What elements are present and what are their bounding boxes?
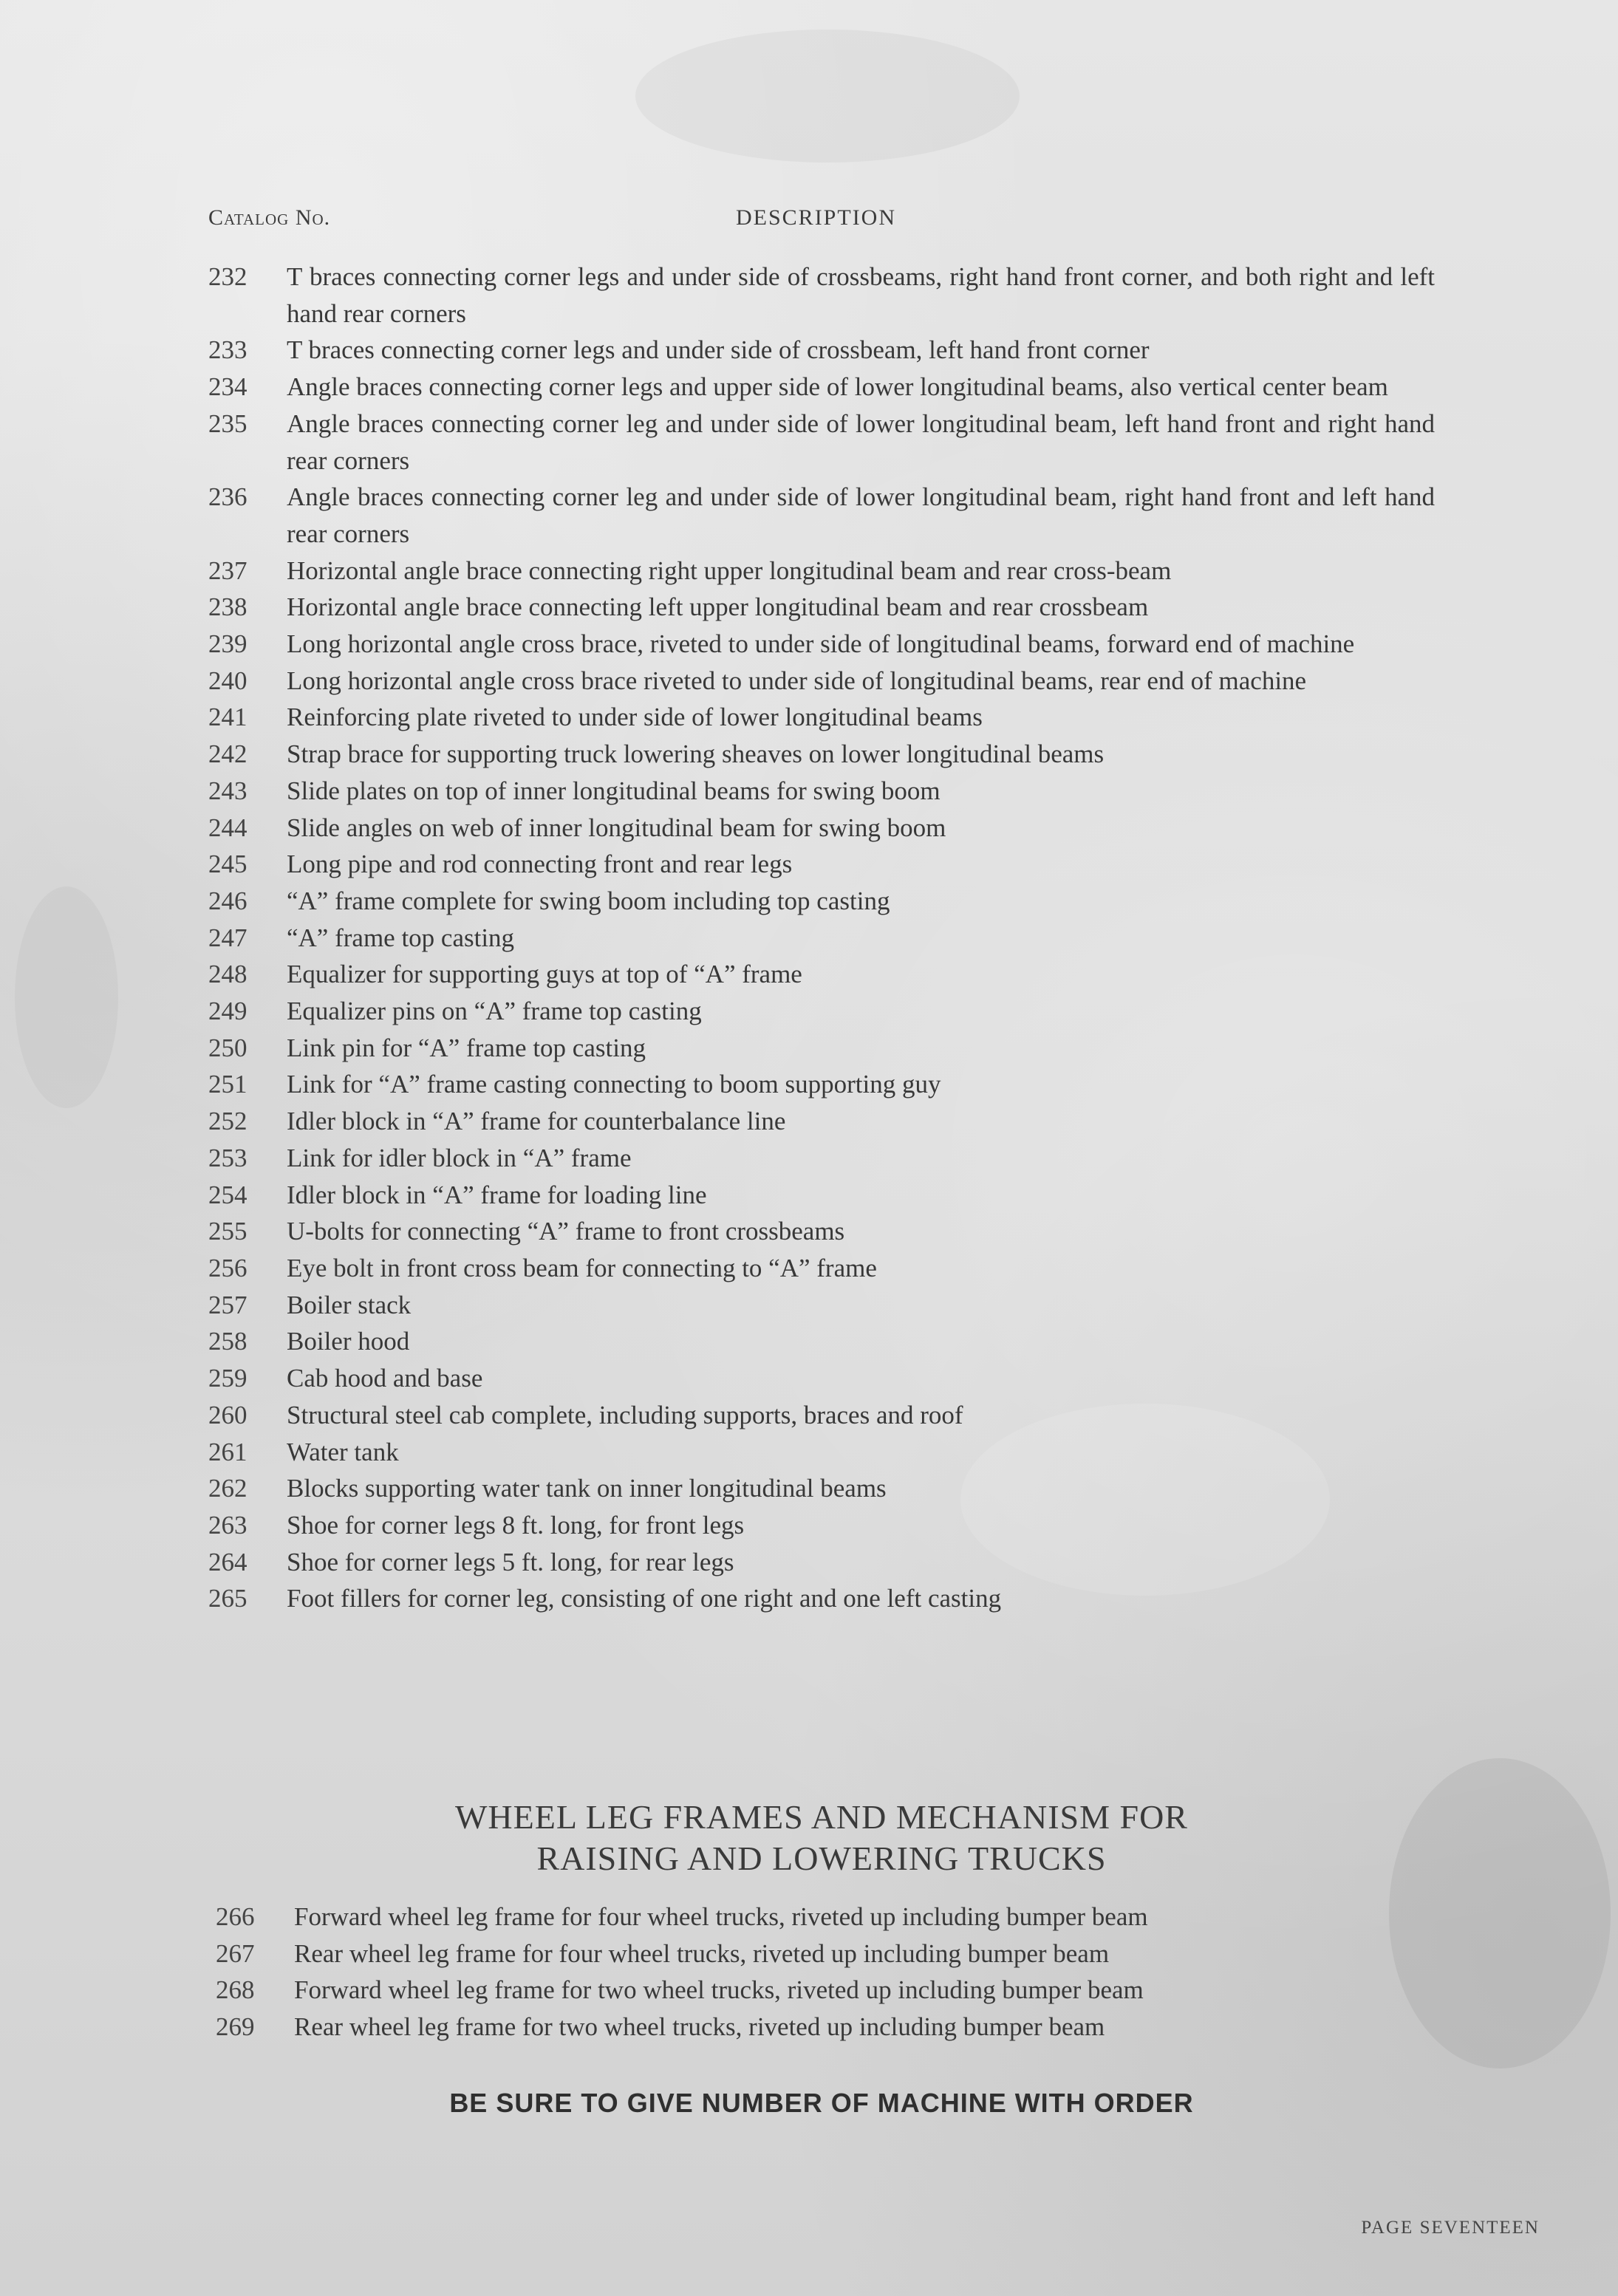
catalog-number: 243 [208,776,248,805]
list-item [208,1544,1435,1581]
part-description: Boiler hood [287,1327,410,1356]
section-heading-line: RAISING AND LOWERING TRUCKS [536,1839,1107,1877]
column-header [208,205,1420,235]
catalog-number: 235 [208,409,248,438]
list-item [208,846,1435,883]
list-item [208,883,1435,920]
catalog-number: 260 [208,1400,248,1429]
paper-stain [15,886,118,1108]
list-item [208,920,1435,957]
catalog-number: 261 [208,1437,248,1466]
list-item [208,1140,1435,1177]
catalog-number: 246 [208,886,248,915]
list-item [208,1287,1435,1324]
catalog-number: 256 [208,1253,248,1282]
part-description: Eye bolt in front cross beam for connecting to “A” frame [287,1253,877,1282]
catalog-number: 245 [208,850,248,879]
part-description: Link pin for “A” frame top casting [287,1033,646,1062]
part-description: Slide angles on web of inner longitudinal beam for swing boom [287,813,946,842]
list-item [208,663,1435,700]
paper-stain [635,30,1020,163]
catalog-number-heading: Catalog No. [208,205,331,230]
part-description: Equalizer pins on “A” frame top casting [287,997,702,1026]
catalog-number: 247 [208,923,248,952]
catalog-number: 238 [208,592,248,622]
list-item [208,1580,1435,1617]
list-item [208,553,1435,590]
part-description: T braces connecting corner legs and under side of crossbeams, right hand front corner, and both right and left hand rear corners [287,262,1435,328]
catalog-number: 252 [208,1107,248,1136]
list-item [208,589,1435,626]
part-description: Idler block in “A” frame for counterbalance line [287,1107,786,1136]
catalog-number: 241 [208,703,248,732]
catalog-number: 250 [208,1033,248,1062]
list-item [208,810,1435,847]
catalog-number: 232 [208,262,248,291]
catalog-number: 239 [208,629,248,659]
catalog-number: 237 [208,556,248,585]
catalog-number: 257 [208,1290,248,1319]
part-description: Idler block in “A” frame for loading line [287,1180,707,1209]
catalog-number: 266 [216,1902,255,1931]
list-item [208,1434,1435,1471]
list-item [208,956,1435,993]
list-item [208,1507,1435,1544]
part-description: Horizontal angle brace connecting left upper longitudinal beam and rear crossbeam [287,592,1149,622]
part-description: Forward wheel leg frame for four wheel trucks, riveted up including bumper beam [294,1902,1148,1931]
part-description: Long horizontal angle cross brace, riveted to under side of longitudinal beams, forward end of machine [287,629,1355,659]
list-item [216,2009,1435,2046]
catalog-number: 234 [208,372,248,402]
list-item [208,406,1435,479]
part-description: Angle braces connecting corner legs and upper side of lower longitudinal beams, also vertical center beam [287,372,1388,402]
list-item [216,1935,1435,1972]
list-item [208,1213,1435,1250]
part-description: “A” frame top casting [287,923,515,952]
list-item [208,773,1435,810]
part-description: Strap brace for supporting truck lowering sheaves on lower longitudinal beams [287,739,1105,769]
catalog-number: 233 [208,335,248,365]
list-item [208,259,1435,332]
list-item [208,479,1435,552]
catalog-number: 236 [208,482,248,512]
part-description: “A” frame complete for swing boom including top casting [287,886,890,915]
list-item [208,332,1435,369]
part-description: Rear wheel leg frame for two wheel trucks, riveted up including bumper beam [294,2012,1105,2042]
list-item [208,1066,1435,1103]
list-item [208,736,1435,773]
list-item [208,1177,1435,1214]
catalog-number: 254 [208,1180,248,1209]
part-description: Boiler stack [287,1290,412,1319]
part-description: Cab hood and base [287,1364,483,1393]
part-description: Horizontal angle brace connecting right upper longitudinal beam and rear cross-beam [287,556,1172,585]
list-item [208,1323,1435,1360]
part-description: Equalizer for supporting guys at top of “A” frame [287,960,802,989]
catalog-number: 251 [208,1070,248,1099]
catalog-number: 240 [208,666,248,695]
catalog-number: 265 [208,1584,248,1613]
catalog-number: 262 [208,1474,248,1503]
catalog-number: 269 [216,2012,255,2042]
catalog-number: 268 [216,1975,255,2005]
part-description: Reinforcing plate riveted to under side of lower longitudinal beams [287,703,983,732]
section-heading-line: WHEEL LEG FRAMES AND MECHANISM FOR [455,1798,1188,1836]
parts-list [208,259,1435,1617]
part-description: Rear wheel leg frame for four wheel trucks, riveted up including bumper beam [294,1938,1110,1968]
list-item [208,1030,1435,1067]
part-description: T braces connecting corner legs and under side of crossbeam, left hand front corner [287,335,1150,365]
catalog-number: 263 [208,1510,248,1540]
catalog-number: 258 [208,1327,248,1356]
part-description: Long horizontal angle cross brace riveted to under side of longitudinal beams, rear end of machine [287,666,1307,695]
part-description: Angle braces connecting corner leg and under side of lower longitudinal beam, left hand front and right hand rear corners [287,409,1435,475]
part-description: Blocks supporting water tank on inner longitudinal beams [287,1474,887,1503]
section-heading [208,1797,1435,1879]
list-item [208,1360,1435,1397]
list-item [208,993,1435,1030]
page-number: PAGE SEVENTEEN [1361,2218,1540,2238]
catalog-number: 255 [208,1217,248,1246]
catalog-number: 253 [208,1143,248,1172]
part-description: Shoe for corner legs 8 ft. long, for front legs [287,1510,745,1540]
part-description: Shoe for corner legs 5 ft. long, for rear legs [287,1547,734,1576]
list-item [208,699,1435,736]
part-description: Angle braces connecting corner leg and under side of lower longitudinal beam, right hand front and left hand rear corners [287,482,1435,548]
part-description: Long pipe and rod connecting front and rear legs [287,850,793,879]
part-description: Link for “A” frame casting connecting to boom supporting guy [287,1070,941,1099]
order-notice: BE SURE TO GIVE NUMBER OF MACHINE WITH ORDER [449,2088,1194,2118]
catalog-number: 244 [208,813,248,842]
part-description: Structural steel cab complete, including supports, braces and roof [287,1400,963,1429]
part-description: Slide plates on top of inner longitudinal beams for swing boom [287,776,941,805]
description-heading: DESCRIPTION [736,205,897,230]
part-description: Forward wheel leg frame for two wheel trucks, riveted up including bumper beam [294,1975,1144,2005]
part-description: U-bolts for connecting “A” frame to front crossbeams [287,1217,845,1246]
catalog-number: 259 [208,1364,248,1393]
list-item [208,1103,1435,1140]
list-item [208,1470,1435,1507]
list-item [208,1397,1435,1434]
catalog-number: 242 [208,739,248,769]
list-item [208,626,1435,663]
catalog-number: 248 [208,960,248,989]
list-item [208,369,1435,406]
catalog-number: 264 [208,1547,248,1576]
part-description: Link for idler block in “A” frame [287,1143,632,1172]
list-item [216,1899,1435,1935]
catalog-number: 249 [208,997,248,1026]
part-description: Foot fillers for corner leg, consisting of one right and one left casting [287,1584,1002,1613]
wheel-leg-parts-list [216,1899,1435,2046]
catalog-number: 267 [216,1938,255,1968]
list-item [216,1972,1435,2009]
list-item [208,1250,1435,1287]
part-description: Water tank [287,1437,399,1466]
